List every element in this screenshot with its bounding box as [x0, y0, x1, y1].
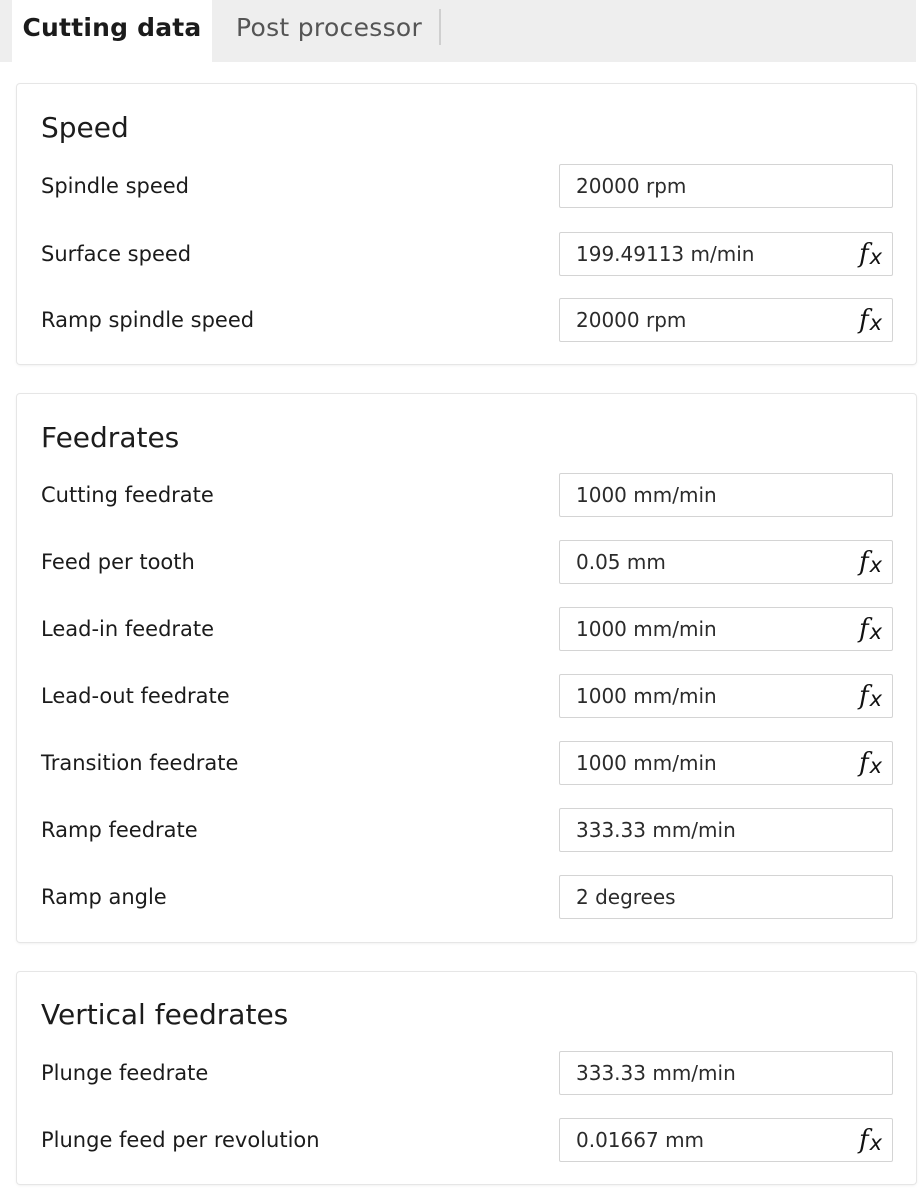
lead-in-feedrate-field[interactable]: [559, 607, 893, 651]
cutting-feedrate-field[interactable]: [559, 473, 893, 517]
speed-section-title: Speed: [41, 111, 129, 144]
ramp-spindle-speed-label: Ramp spindle speed: [41, 308, 255, 332]
row-spindle-speed: [17, 164, 916, 208]
fx-icon[interactable]: fx: [858, 614, 882, 644]
cutting-feedrate-label: Cutting feedrate: [41, 483, 214, 507]
row-cutting-feedrate: [17, 473, 916, 517]
row-ramp-feedrate: [17, 808, 916, 852]
ramp-angle-field[interactable]: [559, 875, 893, 919]
row-surface-speed: [17, 232, 916, 276]
cutting-feedrate-value: 1000 mm/min: [576, 483, 717, 507]
spindle-speed-label: Spindle speed: [41, 174, 190, 198]
surface-speed-field[interactable]: [559, 232, 893, 276]
lead-in-feedrate-value: 1000 mm/min: [576, 617, 717, 641]
fx-icon[interactable]: fx: [858, 547, 882, 577]
ramp-spindle-speed-field[interactable]: [559, 298, 893, 342]
ramp-angle-value: 2 degrees: [576, 885, 676, 909]
ramp-feedrate-field[interactable]: [559, 808, 893, 852]
fx-icon[interactable]: fx: [858, 681, 882, 711]
lead-out-feedrate-label: Lead-out feedrate: [41, 684, 230, 708]
transition-feedrate-field[interactable]: [559, 741, 893, 785]
transition-feedrate-value: 1000 mm/min: [576, 751, 717, 775]
row-lead-out-feedrate: [17, 674, 916, 718]
plunge-feedrate-label: Plunge feedrate: [41, 1061, 209, 1085]
surface-speed-label: Surface speed: [41, 242, 192, 266]
feedrates-section: [17, 394, 916, 942]
fx-icon[interactable]: fx: [858, 748, 882, 778]
plunge-feedrate-field[interactable]: [559, 1051, 893, 1095]
plunge-feed-per-revolution-label: Plunge feed per revolution: [41, 1128, 320, 1152]
row-plunge-feedrate: [17, 1051, 916, 1095]
fx-icon[interactable]: fx: [858, 1125, 882, 1155]
feed-per-tooth-label: Feed per tooth: [41, 550, 195, 574]
row-transition-feedrate: [17, 741, 916, 785]
tab-bar: [0, 0, 916, 62]
tab-separator: [439, 9, 441, 45]
ramp-angle-label: Ramp angle: [41, 885, 167, 909]
ramp-feedrate-value: 333.33 mm/min: [576, 818, 736, 842]
transition-feedrate-label: Transition feedrate: [41, 751, 239, 775]
ramp-feedrate-label: Ramp feedrate: [41, 818, 198, 842]
row-ramp-angle: [17, 875, 916, 919]
spindle-speed-value: 20000 rpm: [576, 174, 687, 198]
tab-cutting-data[interactable]: Cutting data: [12, 0, 212, 62]
feed-per-tooth-field[interactable]: [559, 540, 893, 584]
lead-out-feedrate-value: 1000 mm/min: [576, 684, 717, 708]
spindle-speed-field[interactable]: [559, 164, 893, 208]
plunge-feedrate-value: 333.33 mm/min: [576, 1061, 736, 1085]
vertical-feedrates-section: [17, 972, 916, 1184]
surface-speed-value: 199.49113 m/min: [576, 242, 755, 266]
vertical-feedrates-section-title: Vertical feedrates: [41, 998, 289, 1031]
row-feed-per-tooth: [17, 540, 916, 584]
plunge-feed-per-revolution-field[interactable]: [559, 1118, 893, 1162]
plunge-feed-per-revolution-value: 0.01667 mm: [576, 1128, 705, 1152]
row-lead-in-feedrate: [17, 607, 916, 651]
feedrates-section-title: Feedrates: [41, 421, 180, 454]
tab-post-processor[interactable]: Post processor: [236, 13, 423, 42]
speed-section: [17, 84, 916, 364]
row-plunge-feed-per-revolution: [17, 1118, 916, 1162]
fx-icon[interactable]: fx: [858, 305, 882, 335]
fx-icon[interactable]: fx: [858, 239, 882, 269]
lead-in-feedrate-label: Lead-in feedrate: [41, 617, 215, 641]
ramp-spindle-speed-value: 20000 rpm: [576, 308, 687, 332]
row-ramp-spindle-speed: [17, 298, 916, 342]
lead-out-feedrate-field[interactable]: [559, 674, 893, 718]
feed-per-tooth-value: 0.05 mm: [576, 550, 666, 574]
